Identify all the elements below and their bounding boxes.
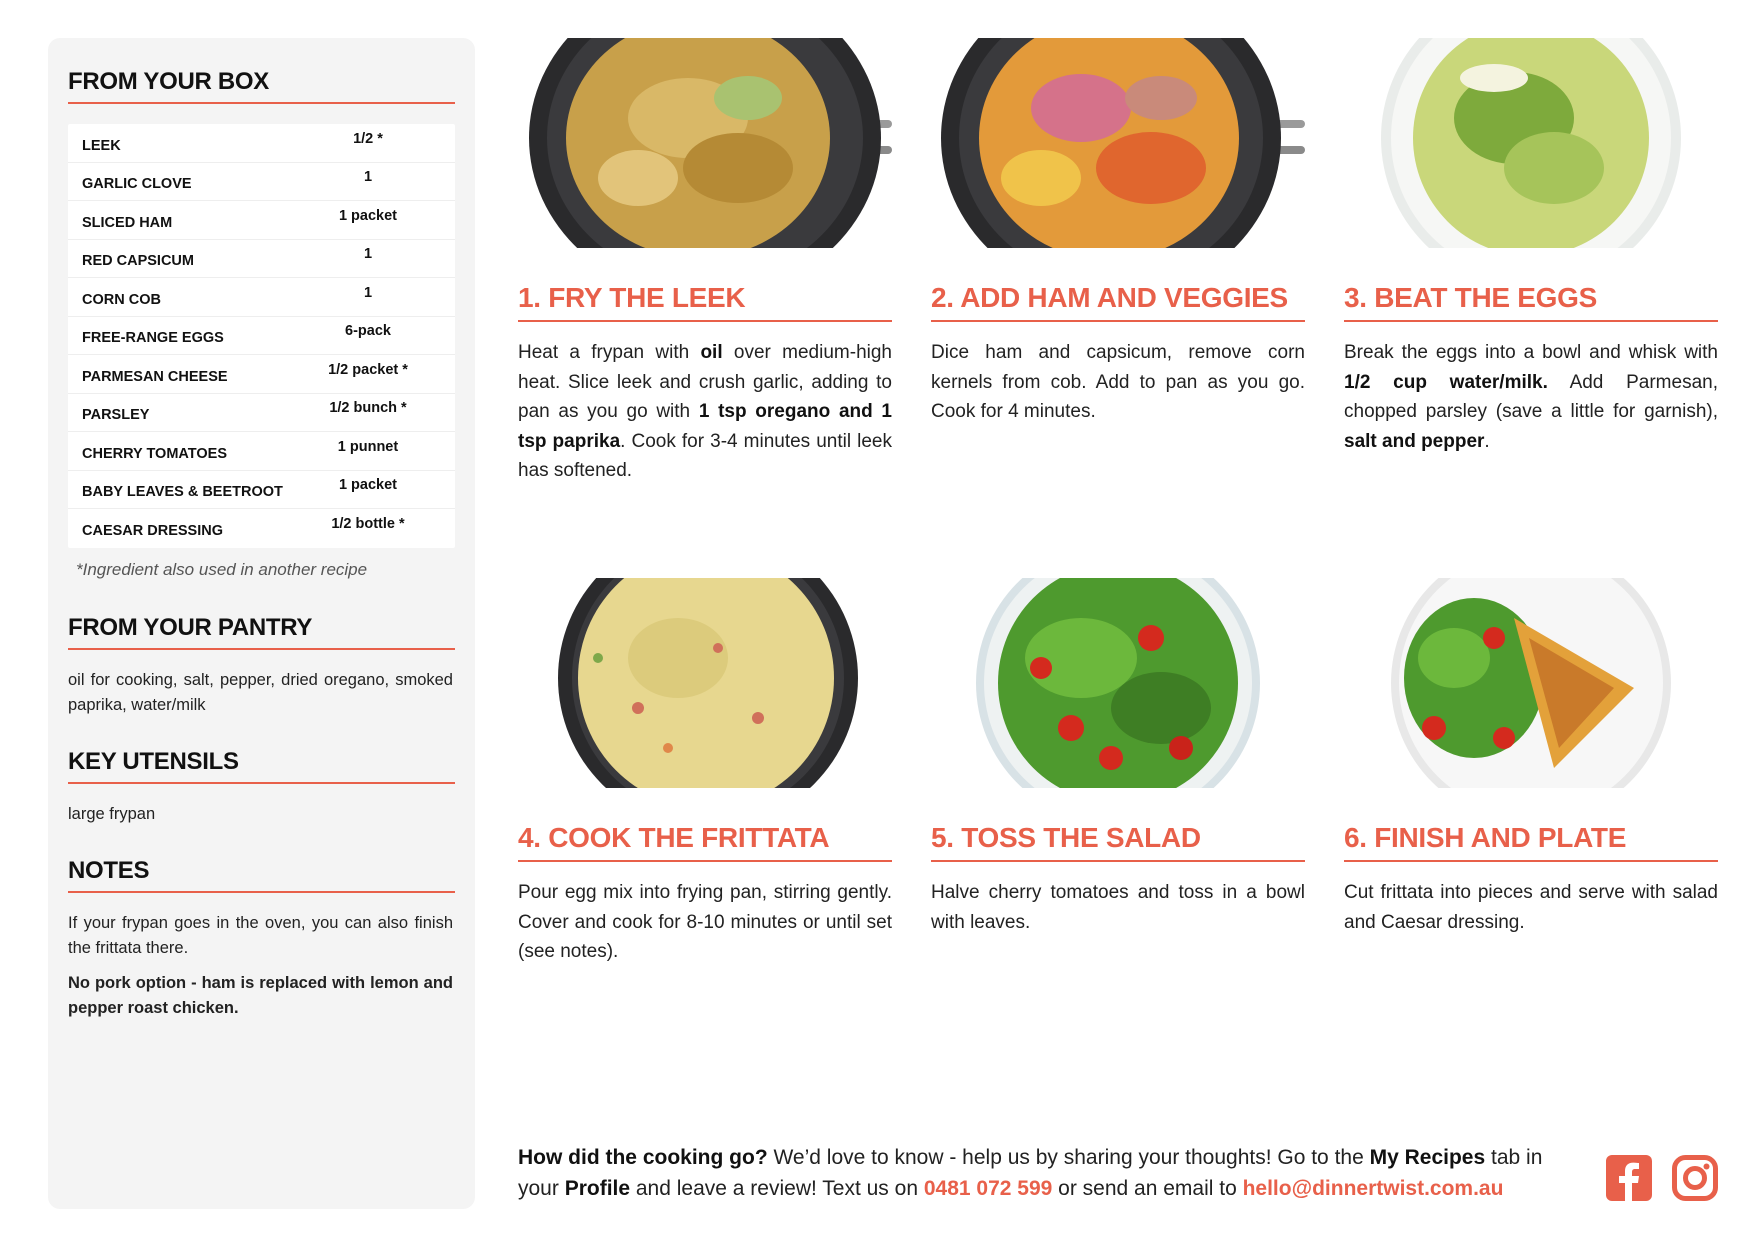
ingredient-name: PARMESAN CHEESE <box>82 368 228 385</box>
step-1-title: 1. FRY THE LEEK <box>518 282 892 322</box>
step-6-text <box>1344 878 1718 937</box>
ingredients-table <box>68 124 455 548</box>
ingredients-sidebar <box>48 38 475 1209</box>
footer-text-run: We’d love to know - help us by sharing your thoughts! Go to the <box>767 1146 1370 1169</box>
key-utensils-heading: KEY UTENSILS <box>68 748 455 784</box>
review-prompt <box>518 1142 1578 1204</box>
step-5-photo <box>931 578 1305 788</box>
from-your-pantry-heading: FROM YOUR PANTRY <box>68 614 455 650</box>
step-3 <box>1344 38 1718 456</box>
step-text-run: Break the eggs into a bowl and whisk with <box>1344 342 1718 363</box>
step-text-emphasis: 1/2 cup water/milk. <box>1344 371 1548 393</box>
ingredient-row <box>68 509 455 548</box>
ingredient-name: GARLIC CLOVE <box>82 176 192 193</box>
ingredient-name: CHERRY TOMATOES <box>82 445 228 462</box>
plate-frittata-salad-image <box>1344 578 1718 788</box>
step-4-title: 4. COOK THE FRITTATA <box>518 822 892 862</box>
ingredient-name: LEEK <box>82 137 121 154</box>
step-5-text <box>931 878 1305 937</box>
ingredient-name: RED CAPSICUM <box>82 253 194 270</box>
ingredient-quantity: 1 packet <box>338 207 398 224</box>
step-4-text <box>518 878 892 967</box>
utensils-text: large frypan <box>68 804 156 823</box>
step-4 <box>518 578 892 967</box>
step-text-run: Heat a frypan with <box>518 342 701 363</box>
step-6-title: 6. FINISH AND PLATE <box>1344 822 1718 862</box>
step-6 <box>1344 578 1718 937</box>
step-text-run: Add Parmesan, chopped parsley (save a little for garnish), <box>1344 371 1718 422</box>
frypan-ham-veggies-image <box>931 38 1305 248</box>
step-text-run: . <box>1484 430 1490 452</box>
frypan-frittata-image <box>518 578 892 788</box>
step-4-photo <box>518 578 892 788</box>
step-text-emphasis: oil <box>700 342 723 363</box>
instagram-link[interactable] <box>1672 1155 1718 1201</box>
pantry-text: oil for cooking, salt, pepper, dried oregano, smoked paprika, water/milk <box>68 670 453 714</box>
ingredient-quantity: 6-pack <box>345 323 391 340</box>
ingredient-row <box>68 394 455 433</box>
ingredient-quantity: 1/2 * <box>353 130 383 147</box>
ingredient-name: CAESAR DRESSING <box>82 523 223 540</box>
ingredient-quantity: 1 <box>363 284 373 301</box>
step-5 <box>931 578 1305 937</box>
ingredient-footnote: *Ingredient also used in another recipe <box>76 559 368 579</box>
footer-emphasis: How did the cooking go? <box>518 1146 768 1169</box>
ingredient-row <box>68 201 455 240</box>
ingredient-name: PARSLEY <box>82 407 150 424</box>
phone-number-link[interactable]: 0481 072 599 <box>923 1177 1053 1200</box>
step-text-run: . Cook for 3-4 minutes until leek has softened. <box>518 430 892 481</box>
step-text-emphasis: salt and pepper <box>1344 430 1485 452</box>
step-3-text <box>1344 338 1718 456</box>
ingredient-name: SLICED HAM <box>82 214 173 231</box>
instagram-icon <box>1672 1155 1718 1201</box>
step-3-title: 3. BEAT THE EGGS <box>1344 282 1718 322</box>
bowl-salad-image <box>931 578 1305 788</box>
step-1-photo <box>518 38 892 248</box>
ingredient-row <box>68 124 455 163</box>
frypan-leek-image <box>518 38 892 248</box>
ingredient-quantity: 1 <box>363 246 373 263</box>
step-3-photo <box>1344 38 1718 248</box>
ingredient-row <box>68 163 455 202</box>
ingredient-name: FREE-RANGE EGGS <box>82 330 224 347</box>
ingredient-quantity: 1 <box>363 169 373 186</box>
ingredient-quantity: 1 packet <box>338 477 398 494</box>
notes-text: If your frypan goes in the oven, you can also finish the frittata there. <box>68 913 453 957</box>
step-1-text <box>518 338 892 486</box>
step-text-run: Dice ham and capsicum, remove corn kernels from cob. Add to pan as you go. Cook for 4 minutes. <box>931 342 1305 422</box>
step-text-run: Halve cherry tomatoes and toss in a bowl with leaves. <box>931 882 1305 933</box>
from-your-box-heading: FROM YOUR BOX <box>68 68 455 104</box>
footer-text-run: or send an email to <box>1052 1177 1243 1200</box>
facebook-icon <box>1606 1155 1652 1201</box>
step-1 <box>518 38 892 486</box>
ingredient-row <box>68 355 455 394</box>
ingredient-quantity: 1/2 packet * <box>328 361 408 378</box>
ingredient-row <box>68 240 455 279</box>
footer-emphasis: My Recipes <box>1369 1146 1486 1169</box>
step-2-photo <box>931 38 1305 248</box>
footer-emphasis: Profile <box>564 1177 631 1200</box>
ingredient-quantity: 1 punnet <box>337 438 399 455</box>
step-text-emphasis: 1 tsp oregano and 1 tsp paprika <box>518 401 892 452</box>
ingredient-row <box>68 471 455 510</box>
email-link[interactable]: hello@dinnertwist.com.au <box>1242 1177 1504 1200</box>
step-text-run: Cut frittata into pieces and serve with salad and Caesar dressing. <box>1344 882 1718 933</box>
ingredient-row <box>68 317 455 356</box>
step-2-text <box>931 338 1305 427</box>
ingredient-row <box>68 432 455 471</box>
step-6-photo <box>1344 578 1718 788</box>
notes-no-pork-text: No pork option - ham is replaced with lemon and pepper roast chicken. <box>68 973 453 1017</box>
ingredient-quantity: 1/2 bottle * <box>331 516 405 533</box>
bowl-eggs-image <box>1344 38 1718 248</box>
step-text-run: Pour egg mix into frying pan, stirring gently. Cover and cook for 8-10 minutes or until set (see notes). <box>518 882 892 962</box>
step-2-title: 2. ADD HAM AND VEGGIES <box>931 282 1305 322</box>
ingredient-row <box>68 278 455 317</box>
facebook-link[interactable] <box>1606 1155 1652 1201</box>
ingredient-name: BABY LEAVES & BEETROOT <box>82 484 283 501</box>
step-text-run: over medium-high heat. Slice leek and crush garlic, adding to pan as you go with <box>518 342 892 422</box>
step-5-title: 5. TOSS THE SALAD <box>931 822 1305 862</box>
footer-text-run: tab in your <box>518 1146 1543 1200</box>
notes-heading: NOTES <box>68 857 455 893</box>
footer-text-run: and leave a review! Text us on <box>630 1177 924 1200</box>
ingredient-name: CORN COB <box>82 291 161 308</box>
ingredient-quantity: 1/2 bunch * <box>329 400 407 417</box>
step-2 <box>931 38 1305 427</box>
